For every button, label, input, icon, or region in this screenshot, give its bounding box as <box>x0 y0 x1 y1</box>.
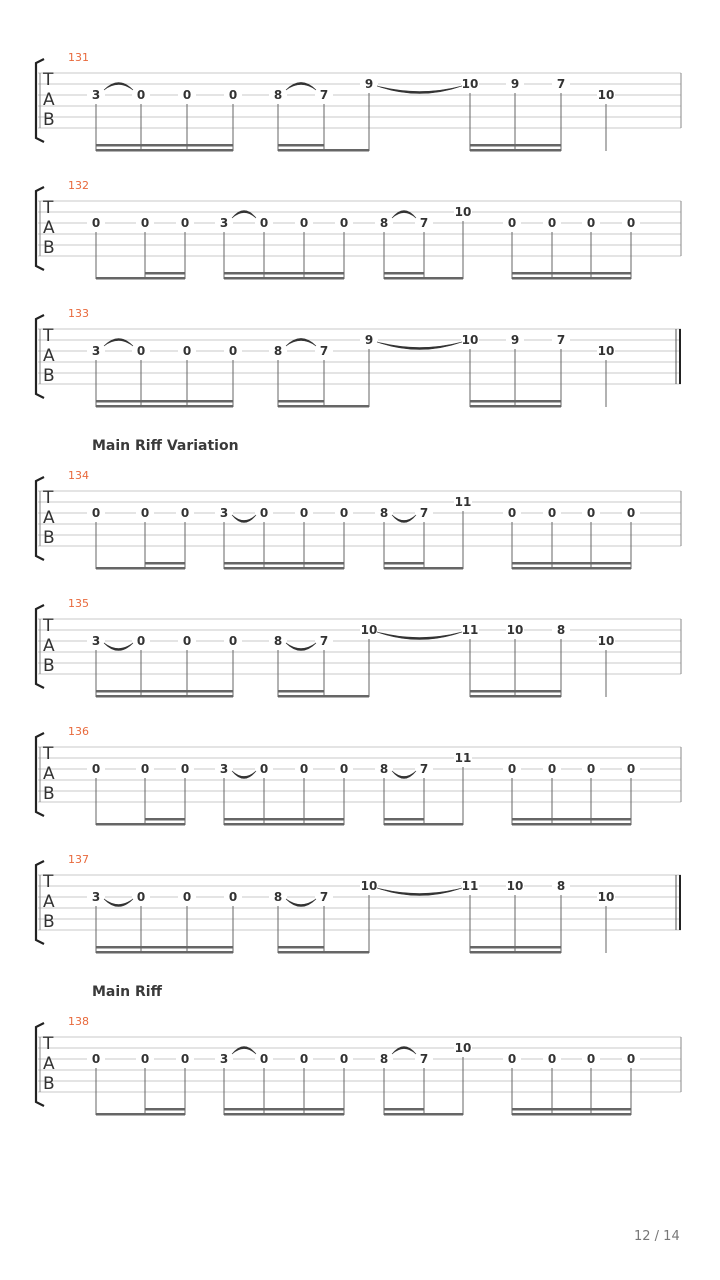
slur <box>377 632 462 640</box>
tab-clef-letter: A <box>43 90 55 110</box>
tab-clef-letter: T <box>43 488 54 508</box>
fret-number: 0 <box>547 1052 557 1066</box>
fret-number: 7 <box>556 333 566 347</box>
fret-number: 0 <box>91 762 101 776</box>
beam-secondary <box>278 946 324 949</box>
beam-secondary <box>224 1108 344 1111</box>
fret-number: 7 <box>419 506 429 520</box>
tab-clef-letter: T <box>43 616 54 636</box>
beam <box>96 823 185 826</box>
fret-number: 11 <box>461 623 479 637</box>
fret-number: 0 <box>339 506 349 520</box>
beam <box>96 695 233 698</box>
beam <box>96 951 233 954</box>
fret-number: 7 <box>419 1052 429 1066</box>
fret-number: 0 <box>586 1052 596 1066</box>
fret-number: 0 <box>140 216 150 230</box>
fret-number: 9 <box>510 333 520 347</box>
beam <box>512 567 631 570</box>
fret-number: 10 <box>360 623 378 637</box>
fret-number: 10 <box>506 879 524 893</box>
fret-number: 0 <box>136 88 146 102</box>
beam <box>384 567 463 570</box>
fret-number: 0 <box>182 890 192 904</box>
fret-number: 0 <box>180 762 190 776</box>
tab-clef-letter: T <box>43 326 54 346</box>
fret-number: 0 <box>259 1052 269 1066</box>
bar-number: 132 <box>68 179 89 192</box>
beam-secondary <box>145 818 185 821</box>
fret-number: 7 <box>319 634 329 648</box>
fret-number: 0 <box>339 762 349 776</box>
page-number: 12 / 14 <box>634 1229 680 1244</box>
beam <box>224 1113 344 1116</box>
bar-number: 137 <box>68 853 89 866</box>
beam <box>96 277 185 280</box>
fret-number: 7 <box>419 762 429 776</box>
tab-clef-letter: A <box>43 218 55 238</box>
tab-clef-letter: B <box>43 110 55 130</box>
bar-number: 138 <box>68 1015 89 1028</box>
tab-clef-letter: A <box>43 764 55 784</box>
fret-number: 3 <box>91 890 101 904</box>
tab-clef-letter: B <box>43 656 55 676</box>
fret-number: 7 <box>556 77 566 91</box>
fret-number: 7 <box>319 890 329 904</box>
fret-number: 10 <box>597 634 615 648</box>
fret-number: 0 <box>586 762 596 776</box>
beam <box>512 823 631 826</box>
fret-number: 8 <box>273 890 283 904</box>
beam-secondary <box>224 272 344 275</box>
beam <box>96 567 185 570</box>
beam <box>384 1113 463 1116</box>
fret-number: 0 <box>507 762 517 776</box>
fret-number: 0 <box>626 1052 636 1066</box>
beam <box>224 823 344 826</box>
beam <box>470 695 561 698</box>
beam-secondary <box>96 144 233 147</box>
fret-number: 0 <box>180 216 190 230</box>
beam-secondary <box>96 946 233 949</box>
fret-number: 0 <box>339 1052 349 1066</box>
fret-number: 10 <box>597 88 615 102</box>
fret-number: 0 <box>339 216 349 230</box>
tab-clef-letter: A <box>43 346 55 366</box>
beam-secondary <box>278 400 324 403</box>
beam-secondary <box>512 272 631 275</box>
tab-clef-letter: B <box>43 912 55 932</box>
tab-clef-letter: B <box>43 366 55 386</box>
fret-number: 0 <box>259 762 269 776</box>
fret-number: 0 <box>180 506 190 520</box>
fret-number: 0 <box>180 1052 190 1066</box>
fret-number: 0 <box>140 506 150 520</box>
tab-clef-letter: A <box>43 508 55 528</box>
beam-secondary <box>278 690 324 693</box>
tab-clef-letter: B <box>43 528 55 548</box>
bar-number: 131 <box>68 51 89 64</box>
beam <box>224 567 344 570</box>
beam-secondary <box>145 272 185 275</box>
beam-secondary <box>384 562 424 565</box>
fret-number: 10 <box>506 623 524 637</box>
beam <box>278 405 369 408</box>
fret-number: 11 <box>454 495 472 509</box>
tab-clef-letter: B <box>43 238 55 258</box>
fret-number: 7 <box>319 88 329 102</box>
beam <box>278 695 369 698</box>
slur <box>377 86 462 94</box>
beam <box>96 1113 185 1116</box>
fret-number: 0 <box>259 506 269 520</box>
beam <box>512 277 631 280</box>
fret-number: 0 <box>507 506 517 520</box>
fret-number: 0 <box>299 762 309 776</box>
fret-number: 9 <box>364 333 374 347</box>
slur <box>286 643 316 651</box>
fret-number: 0 <box>507 1052 517 1066</box>
fret-number: 8 <box>273 344 283 358</box>
fret-number: 11 <box>454 751 472 765</box>
tab-clef-letter: A <box>43 1054 55 1074</box>
fret-number: 0 <box>140 762 150 776</box>
bar-number: 136 <box>68 725 89 738</box>
slur <box>104 643 133 651</box>
fret-number: 0 <box>547 216 557 230</box>
fret-number: 8 <box>273 88 283 102</box>
fret-number: 7 <box>319 344 329 358</box>
fret-number: 3 <box>219 1052 229 1066</box>
fret-number: 0 <box>228 344 238 358</box>
fret-number: 0 <box>586 506 596 520</box>
fret-number: 8 <box>273 634 283 648</box>
fret-number: 10 <box>461 77 479 91</box>
tab-clef-letter: A <box>43 892 55 912</box>
fret-number: 0 <box>182 634 192 648</box>
fret-number: 0 <box>547 506 557 520</box>
beam-secondary <box>145 1108 185 1111</box>
beam <box>278 149 369 152</box>
slur <box>377 342 462 350</box>
fret-number: 10 <box>461 333 479 347</box>
beam <box>96 149 233 152</box>
slur <box>392 515 416 523</box>
beam-secondary <box>384 818 424 821</box>
fret-number: 0 <box>626 216 636 230</box>
fret-number: 0 <box>91 506 101 520</box>
fret-number: 8 <box>556 879 566 893</box>
fret-number: 10 <box>597 890 615 904</box>
fret-number: 0 <box>228 634 238 648</box>
beam <box>470 405 561 408</box>
beam <box>470 951 561 954</box>
beam-secondary <box>96 400 233 403</box>
fret-number: 8 <box>556 623 566 637</box>
section-title: Main Riff Variation <box>92 438 239 454</box>
tab-clef-letter: B <box>43 1074 55 1094</box>
tab-clef-letter: B <box>43 784 55 804</box>
section-title: Main Riff <box>92 984 162 1000</box>
fret-number: 0 <box>182 88 192 102</box>
fret-number: 0 <box>299 1052 309 1066</box>
fret-number: 9 <box>510 77 520 91</box>
tab-clef-letter: T <box>43 872 54 892</box>
fret-number: 0 <box>586 216 596 230</box>
fret-number: 3 <box>219 506 229 520</box>
beam-secondary <box>470 400 561 403</box>
fret-number: 8 <box>379 506 389 520</box>
bar-number: 135 <box>68 597 89 610</box>
fret-number: 3 <box>91 88 101 102</box>
fret-number: 0 <box>140 1052 150 1066</box>
fret-number: 3 <box>219 216 229 230</box>
beam-secondary <box>470 946 561 949</box>
beam <box>224 277 344 280</box>
slur <box>392 771 416 779</box>
tab-clef-letter: T <box>43 1034 54 1054</box>
beam-secondary <box>145 562 185 565</box>
slur <box>286 899 316 907</box>
fret-number: 0 <box>136 344 146 358</box>
beam <box>278 951 369 954</box>
fret-number: 8 <box>379 216 389 230</box>
fret-number: 0 <box>507 216 517 230</box>
fret-number: 10 <box>454 205 472 219</box>
beam-secondary <box>470 144 561 147</box>
fret-number: 0 <box>547 762 557 776</box>
fret-number: 0 <box>182 344 192 358</box>
fret-number: 10 <box>454 1041 472 1055</box>
beam <box>470 149 561 152</box>
fret-number: 0 <box>626 506 636 520</box>
tab-clef-letter: T <box>43 198 54 218</box>
fret-number: 9 <box>364 77 374 91</box>
beam-secondary <box>512 818 631 821</box>
beam-secondary <box>224 562 344 565</box>
fret-number: 7 <box>419 216 429 230</box>
beam-secondary <box>512 1108 631 1111</box>
beam-secondary <box>470 690 561 693</box>
fret-number: 0 <box>299 506 309 520</box>
bar-number: 133 <box>68 307 89 320</box>
fret-number: 11 <box>461 879 479 893</box>
fret-number: 0 <box>91 1052 101 1066</box>
fret-number: 3 <box>91 344 101 358</box>
slur <box>232 515 256 523</box>
fret-number: 0 <box>259 216 269 230</box>
fret-number: 0 <box>91 216 101 230</box>
fret-number: 0 <box>136 890 146 904</box>
beam <box>384 277 463 280</box>
fret-number: 8 <box>379 1052 389 1066</box>
fret-number: 10 <box>360 879 378 893</box>
fret-number: 0 <box>228 890 238 904</box>
beam-secondary <box>224 818 344 821</box>
beam-secondary <box>512 562 631 565</box>
beam-secondary <box>384 1108 424 1111</box>
bar-number: 134 <box>68 469 89 482</box>
slur <box>104 899 133 907</box>
fret-number: 0 <box>626 762 636 776</box>
fret-number: 0 <box>136 634 146 648</box>
fret-number: 10 <box>597 344 615 358</box>
beam-secondary <box>384 272 424 275</box>
fret-number: 3 <box>219 762 229 776</box>
beam <box>384 823 463 826</box>
beam-secondary <box>96 690 233 693</box>
beam <box>96 405 233 408</box>
tab-clef-letter: A <box>43 636 55 656</box>
fret-number: 0 <box>299 216 309 230</box>
fret-number: 0 <box>228 88 238 102</box>
fret-number: 8 <box>379 762 389 776</box>
tab-clef-letter: T <box>43 744 54 764</box>
fret-number: 3 <box>91 634 101 648</box>
beam <box>512 1113 631 1116</box>
slur <box>377 888 462 896</box>
tab-clef-letter: T <box>43 70 54 90</box>
slur <box>232 771 256 779</box>
beam-secondary <box>278 144 324 147</box>
